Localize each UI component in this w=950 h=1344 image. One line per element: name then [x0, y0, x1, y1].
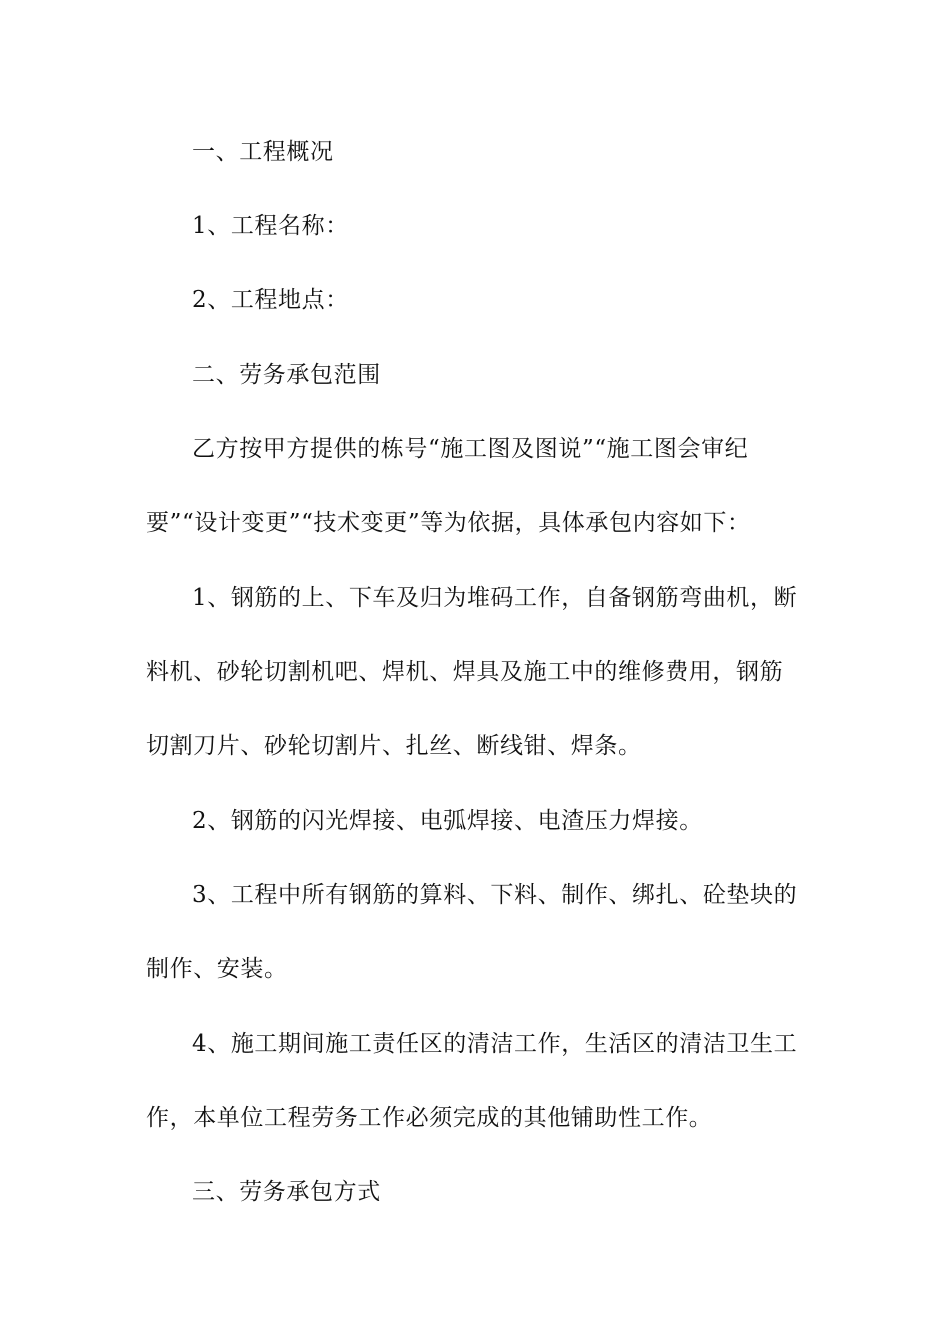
paragraph-line: 1、钢筋的上、下车及归为堆码工作，自备钢筋弯曲机，断 [192, 585, 798, 611]
section-heading-2: 二、劳务承包范围 [192, 362, 381, 388]
project-name-line: 1、工程名称： [192, 213, 349, 239]
paragraph-line: 切割刀片、砂轮切割片、扎丝、断线钳、焊条。 [146, 733, 642, 759]
paragraph-line: 料机、砂轮切割机吧、焊机、焊具及施工中的维修费用，钢筋 [146, 659, 784, 685]
paragraph-line: 制作、安装。 [146, 956, 288, 982]
section-heading-1: 一、工程概况 [192, 139, 334, 165]
paragraph-line: 4、施工期间施工责任区的清洁工作，生活区的清洁卫生工 [192, 1031, 798, 1057]
section-heading-3: 三、劳务承包方式 [192, 1179, 381, 1205]
paragraph-line: 3、工程中所有钢筋的算料、下料、制作、绑扎、砼垫块的 [192, 882, 798, 908]
paragraph-line: 2、钢筋的闪光焊接、电弧焊接、电渣压力焊接。 [192, 808, 703, 834]
paragraph-line: 要”“设计变更”“技术变更”等为依据，具体承包内容如下： [146, 510, 751, 536]
project-location-line: 2、工程地点： [192, 287, 349, 313]
paragraph-line: 作，本单位工程劳务工作必须完成的其他铺助性工作。 [146, 1105, 713, 1131]
paragraph-line: 乙方按甲方提供的栋号“施工图及图说”“施工图会审纪 [192, 436, 749, 462]
